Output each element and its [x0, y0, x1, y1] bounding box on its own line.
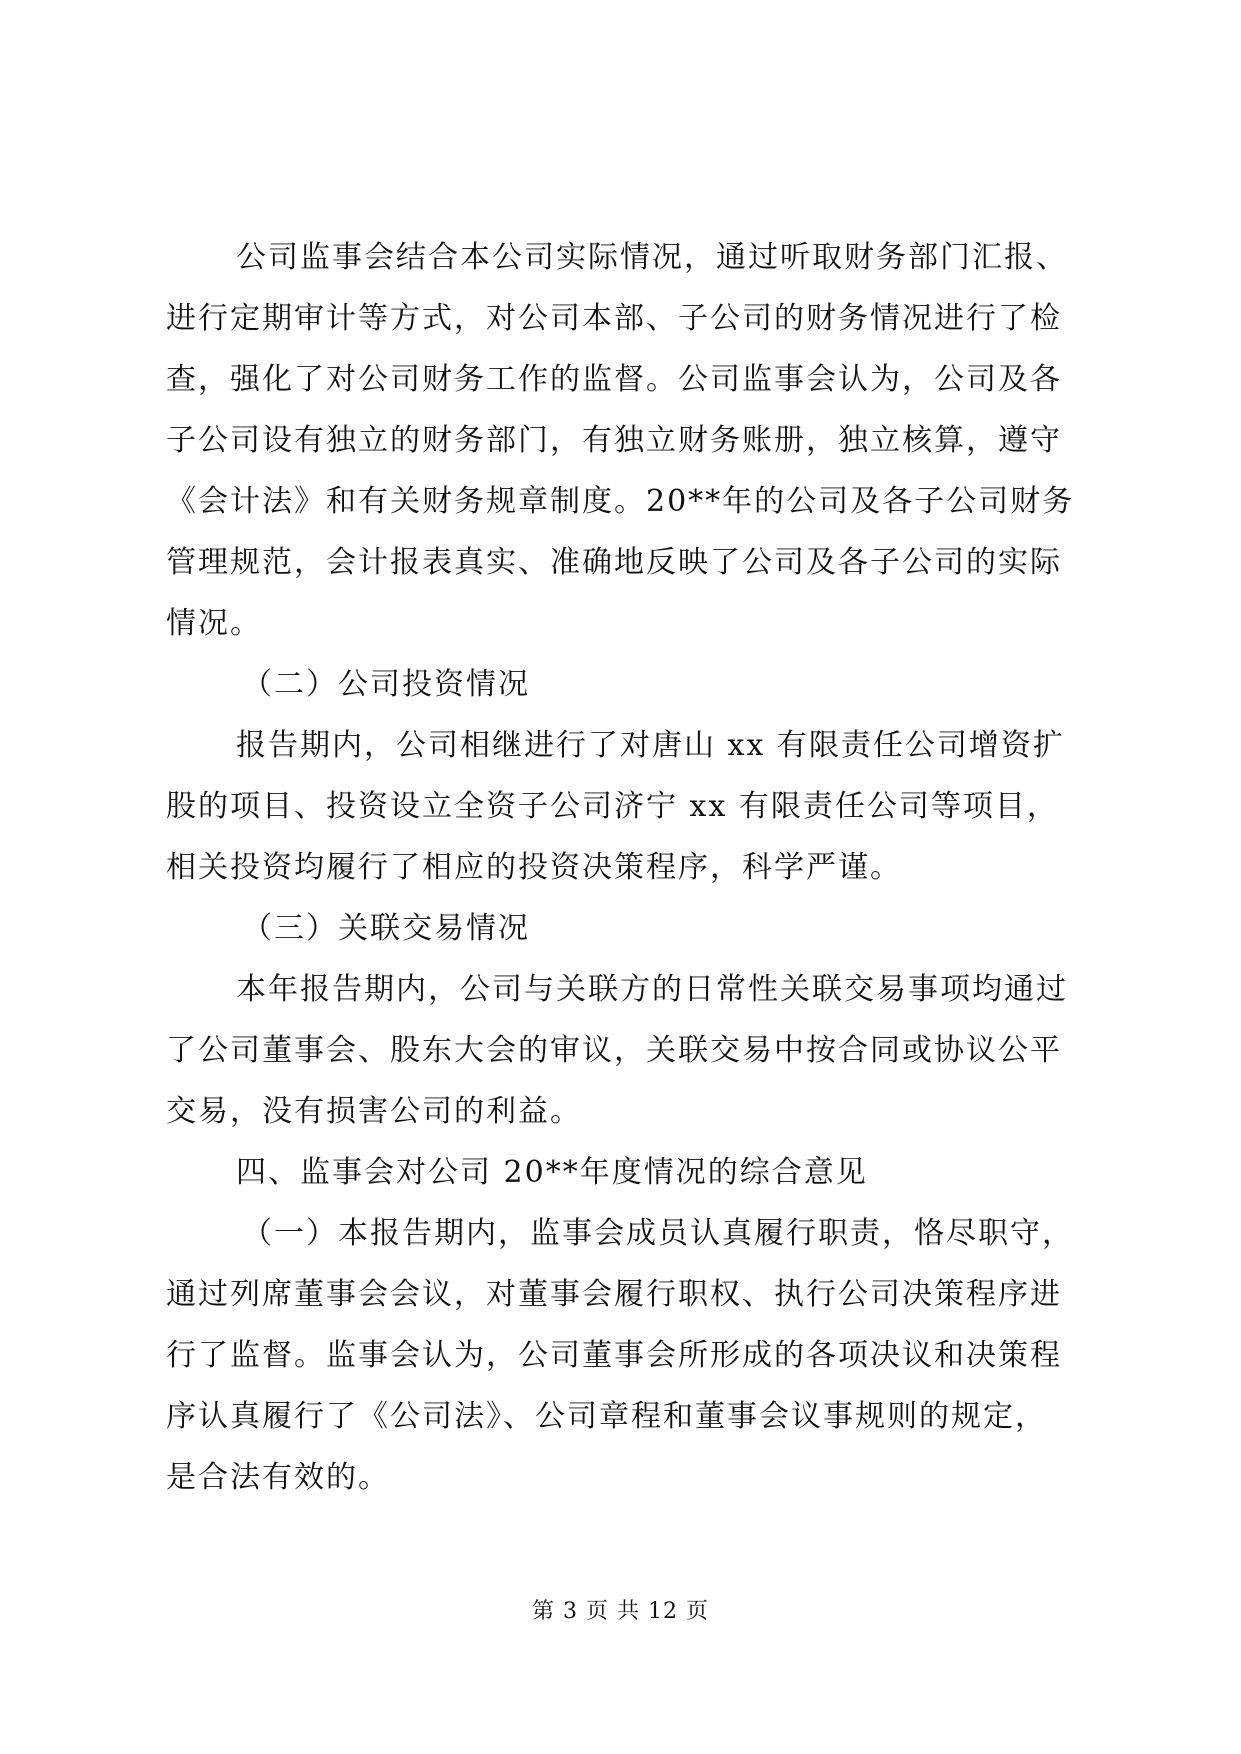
paragraph-line: 管理规范，会计报表真实、准确地反映了公司及各子公司的实际	[166, 545, 1062, 580]
paragraph-line: 相关投资均履行了相应的投资决策程序，科学严谨。	[166, 850, 902, 885]
paragraph-line: 交易，没有损害公司的利益。	[166, 1094, 582, 1129]
paragraph-line: 公司监事会结合本公司实际情况，通过听取财务部门汇报、	[236, 240, 1068, 275]
paragraph-line: （一）本报告期内，监事会成员认真履行职责，恪尽职守，	[242, 1216, 1074, 1251]
page-footer: 第 3 页 共 12 页	[532, 1599, 709, 1624]
paragraph-line: 股的项目、投资设立全资子公司济宁 xx 有限责任公司等项目，	[166, 789, 1059, 824]
paragraph-line: 《会计法》和有关财务规章制度。20**年的公司及各子公司财务	[166, 484, 1075, 519]
paragraph-line: 子公司设有独立的财务部门，有独立财务账册，独立核算，遵守	[166, 423, 1062, 458]
paragraph-line: 进行定期审计等方式，对公司本部、子公司的财务情况进行了检	[166, 301, 1062, 336]
section-heading: （三）关联交易情况	[242, 911, 530, 946]
paragraph-line: 通过列席董事会会议，对董事会履行职权、执行公司决策程序进	[166, 1277, 1062, 1312]
paragraph-line: 报告期内，公司相继进行了对唐山 xx 有限责任公司增资扩	[236, 728, 1065, 763]
paragraph-line: 情况。	[166, 606, 262, 641]
document-body	[166, 227, 1086, 1508]
paragraph-line: 序认真履行了《公司法》、公司章程和董事会议事规则的规定，	[166, 1399, 1047, 1434]
paragraph-line: 了公司董事会、股东大会的审议，关联交易中按合同或协议公平	[166, 1033, 1062, 1068]
paragraph-line: 是合法有效的。	[166, 1460, 390, 1495]
section-heading: 四、监事会对公司 20**年度情况的综合意见	[236, 1155, 868, 1190]
paragraph-line: 查，强化了对公司财务工作的监督。公司监事会认为，公司及各	[166, 362, 1062, 397]
section-heading: （二）公司投资情况	[242, 667, 530, 702]
paragraph-line: 行了监督。监事会认为，公司董事会所形成的各项决议和决策程	[166, 1338, 1062, 1373]
paragraph-line: 本年报告期内，公司与关联方的日常性关联交易事项均通过	[236, 972, 1068, 1007]
